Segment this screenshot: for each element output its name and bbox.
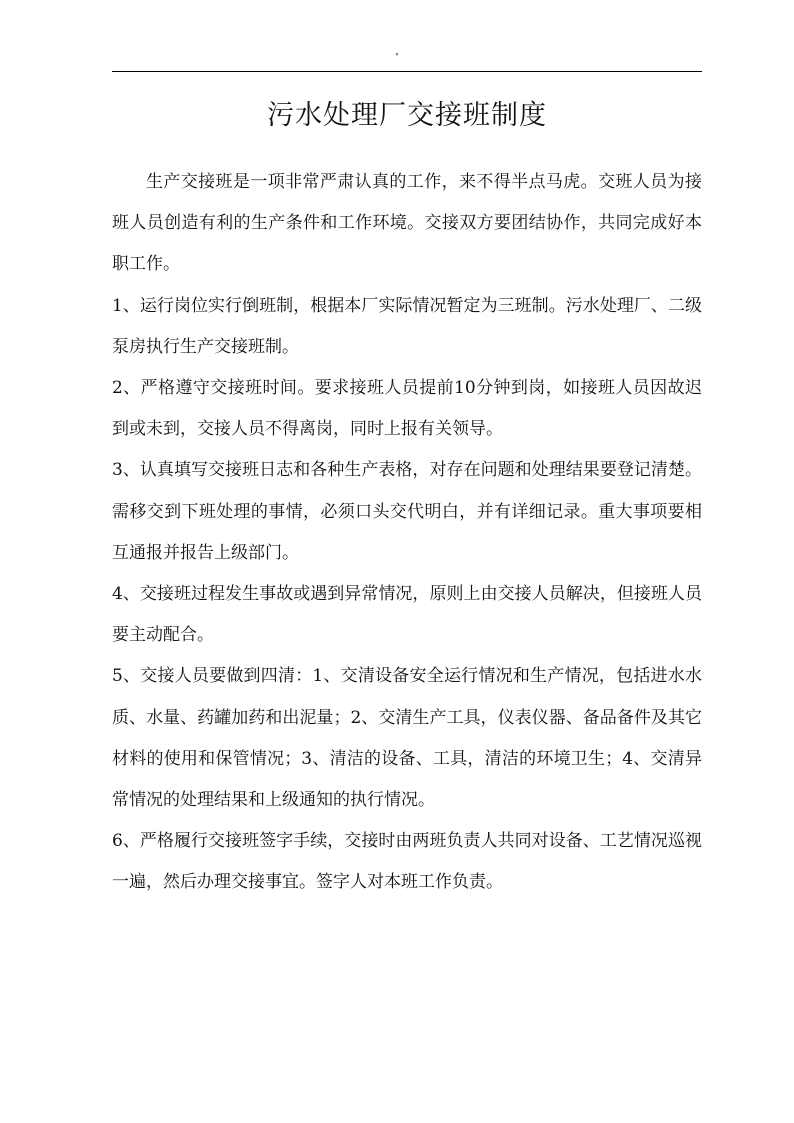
intro-paragraph: 生产交接班是一项非常严肃认真的工作，来不得半点马虎。交班人员为接班人员创造有利的生产条件和工作环境。交接双方要团结协作，共同完成好本职工作。	[112, 172, 702, 275]
document-body	[112, 162, 702, 904]
rule-item-3: 3、认真填写交接班日志和各种生产表格，对存在问题和处理结果要登记清楚。需移交到下班处理的事情，必须口头交代明白，并有详细记录。重大事项要相互通报并报告上级部门。	[112, 460, 702, 563]
document-title: 污水处理厂交接班制度	[267, 100, 547, 132]
rule-item-6: 6、严格履行交接班签字手续，交接时由两班负责人共同对设备、工艺情况巡视一遍，然后办理交接事宜。签字人对本班工作负责。	[112, 831, 702, 893]
rule-item-5: 5、交接人员要做到四清：1、交清设备安全运行情况和生产情况，包括进水水质、水量、药罐加药和出泥量；2、交清生产工具，仪表仪器、备品备件及其它材料的使用和保管情况；3、清洁的设备、工具，清洁的环境卫生；4、交清异常情况的处理结果和上级通知的执行情况。	[112, 666, 702, 811]
header-divider	[112, 71, 702, 72]
rule-item-1: 1、运行岗位实行倒班制，根据本厂实际情况暂定为三班制。污水处理厂、二级泵房执行生产交接班制。	[112, 295, 702, 357]
rule-item-2: 2、严格遵守交接班时间。要求接班人员提前10分钟到岗，如接班人员因故迟到或未到，交接人员不得离岗，同时上报有关领导。	[112, 378, 702, 440]
rule-item-4: 4、交接班过程发生事故或遇到异常情况，原则上由交接人员解决，但接班人员要主动配合。	[112, 584, 702, 646]
page-header-mark: "	[395, 52, 399, 61]
